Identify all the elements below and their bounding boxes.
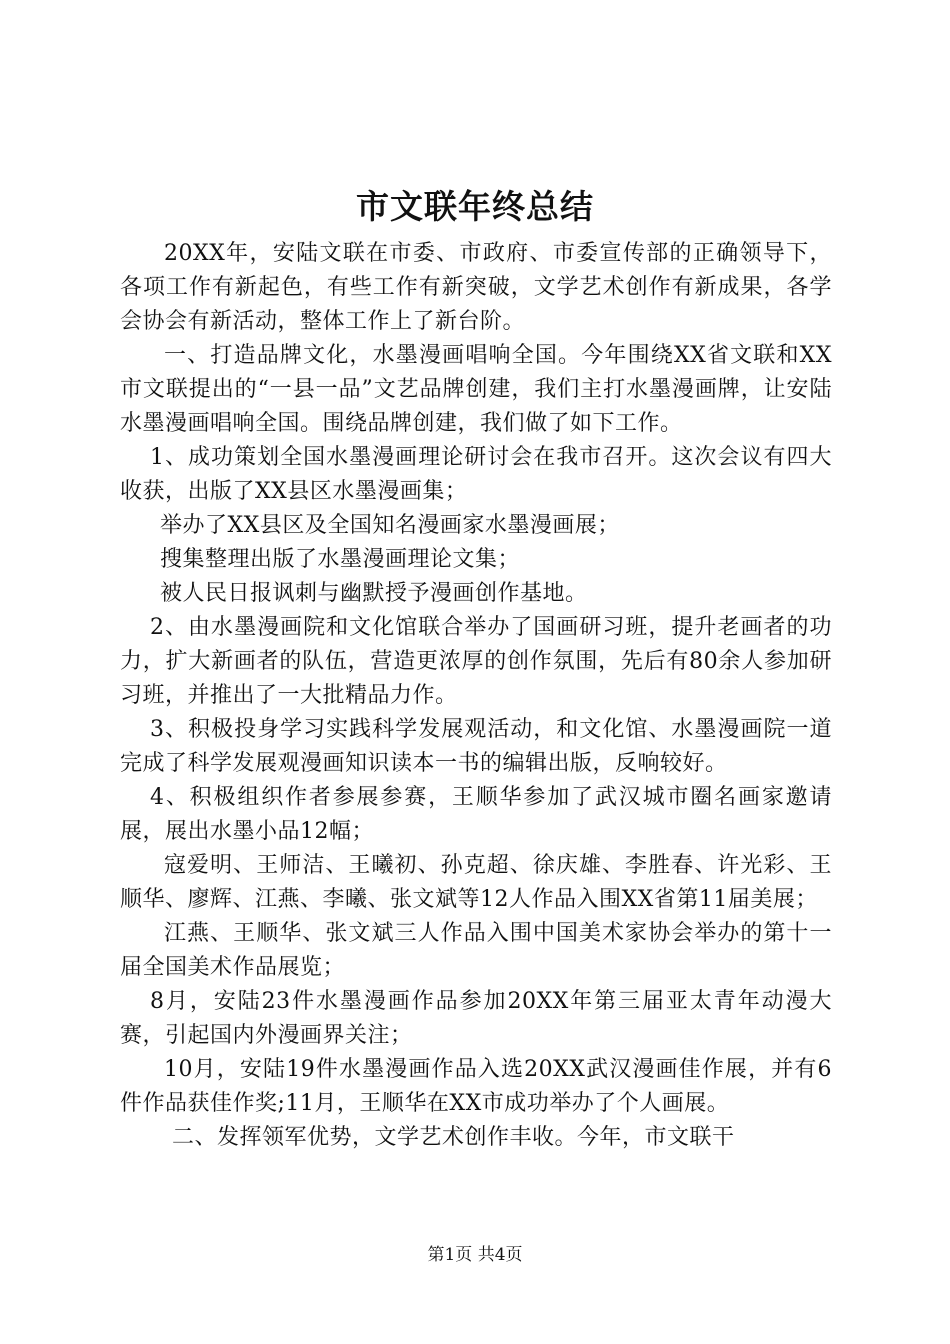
document-body	[120, 237, 832, 1155]
paragraph-item-1: 1、成功策划全国水墨漫画理论研讨会在我市召开。这次会议有四大收获，出版了XX县区水墨漫画集；	[120, 445, 832, 504]
paragraph-intro: 20XX年，安陆文联在市委、市政府、市委宣传部的正确领导下，各项工作有新起色，有些工作有新突破，文学艺术创作有新成果，各学会协会有新活动，整体工作上了新台阶。	[120, 241, 832, 334]
paragraph-item-4-d: 8月，安陆23件水墨漫画作品参加20XX年第三届亚太青年动漫大赛，引起国内外漫画界关注；	[120, 989, 832, 1048]
paragraph-item-1-c: 搜集整理出版了水墨漫画理论文集；	[160, 547, 521, 572]
paragraph-item-1-b: 举办了XX县区及全国知名漫画家水墨漫画展；	[160, 513, 620, 538]
document-title: 市文联年终总结	[356, 187, 594, 226]
paragraph-item-3: 3、积极投身学习实践科学发展观活动，和文化馆、水墨漫画院一道完成了科学发展观漫画知识读本一书的编辑出版，反响较好。	[120, 717, 832, 776]
paragraph-item-4-b: 寇爱明、王师洁、王曦初、孙克超、徐庆雄、李胜春、许光彩、王顺华、廖辉、江燕、李曦、张文斌等12人作品入围XX省第11届美展；	[120, 853, 832, 912]
paragraph-item-4-e: 10月，安陆19件水墨漫画作品入选20XX武汉漫画佳作展，并有6件作品获佳作奖;11月，王顺华在XX市成功举办了个人画展。	[120, 1057, 832, 1116]
paragraph-section-two: 二、发挥领军优势，文学艺术创作丰收。今年，市文联干	[172, 1125, 735, 1150]
page-number-footer: 第1页 共4页	[427, 1245, 523, 1265]
paragraph-item-4: 4、积极组织作者参展参赛，王顺华参加了武汉城市圈名画家邀请展，展出水墨小品12幅；	[120, 785, 832, 844]
paragraph-item-1-d: 被人民日报讽刺与幽默授予漫画创作基地。	[160, 581, 588, 606]
paragraph-section-one: 一、打造品牌文化，水墨漫画唱响全国。今年围绕XX省文联和XX市文联提出的“一县一品”文艺品牌创建，我们主打水墨漫画牌，让安陆水墨漫画唱响全国。围绕品牌创建，我们做了如下工作。	[120, 343, 832, 436]
paragraph-item-2: 2、由水墨漫画院和文化馆联合举办了国画研习班，提升老画者的功力，扩大新画者的队伍，营造更浓厚的创作氛围，先后有80余人参加研习班，并推出了一大批精品力作。	[120, 615, 832, 708]
paragraph-item-4-c: 江燕、王顺华、张文斌三人作品入围中国美术家协会举办的第十一届全国美术作品展览；	[120, 921, 832, 980]
